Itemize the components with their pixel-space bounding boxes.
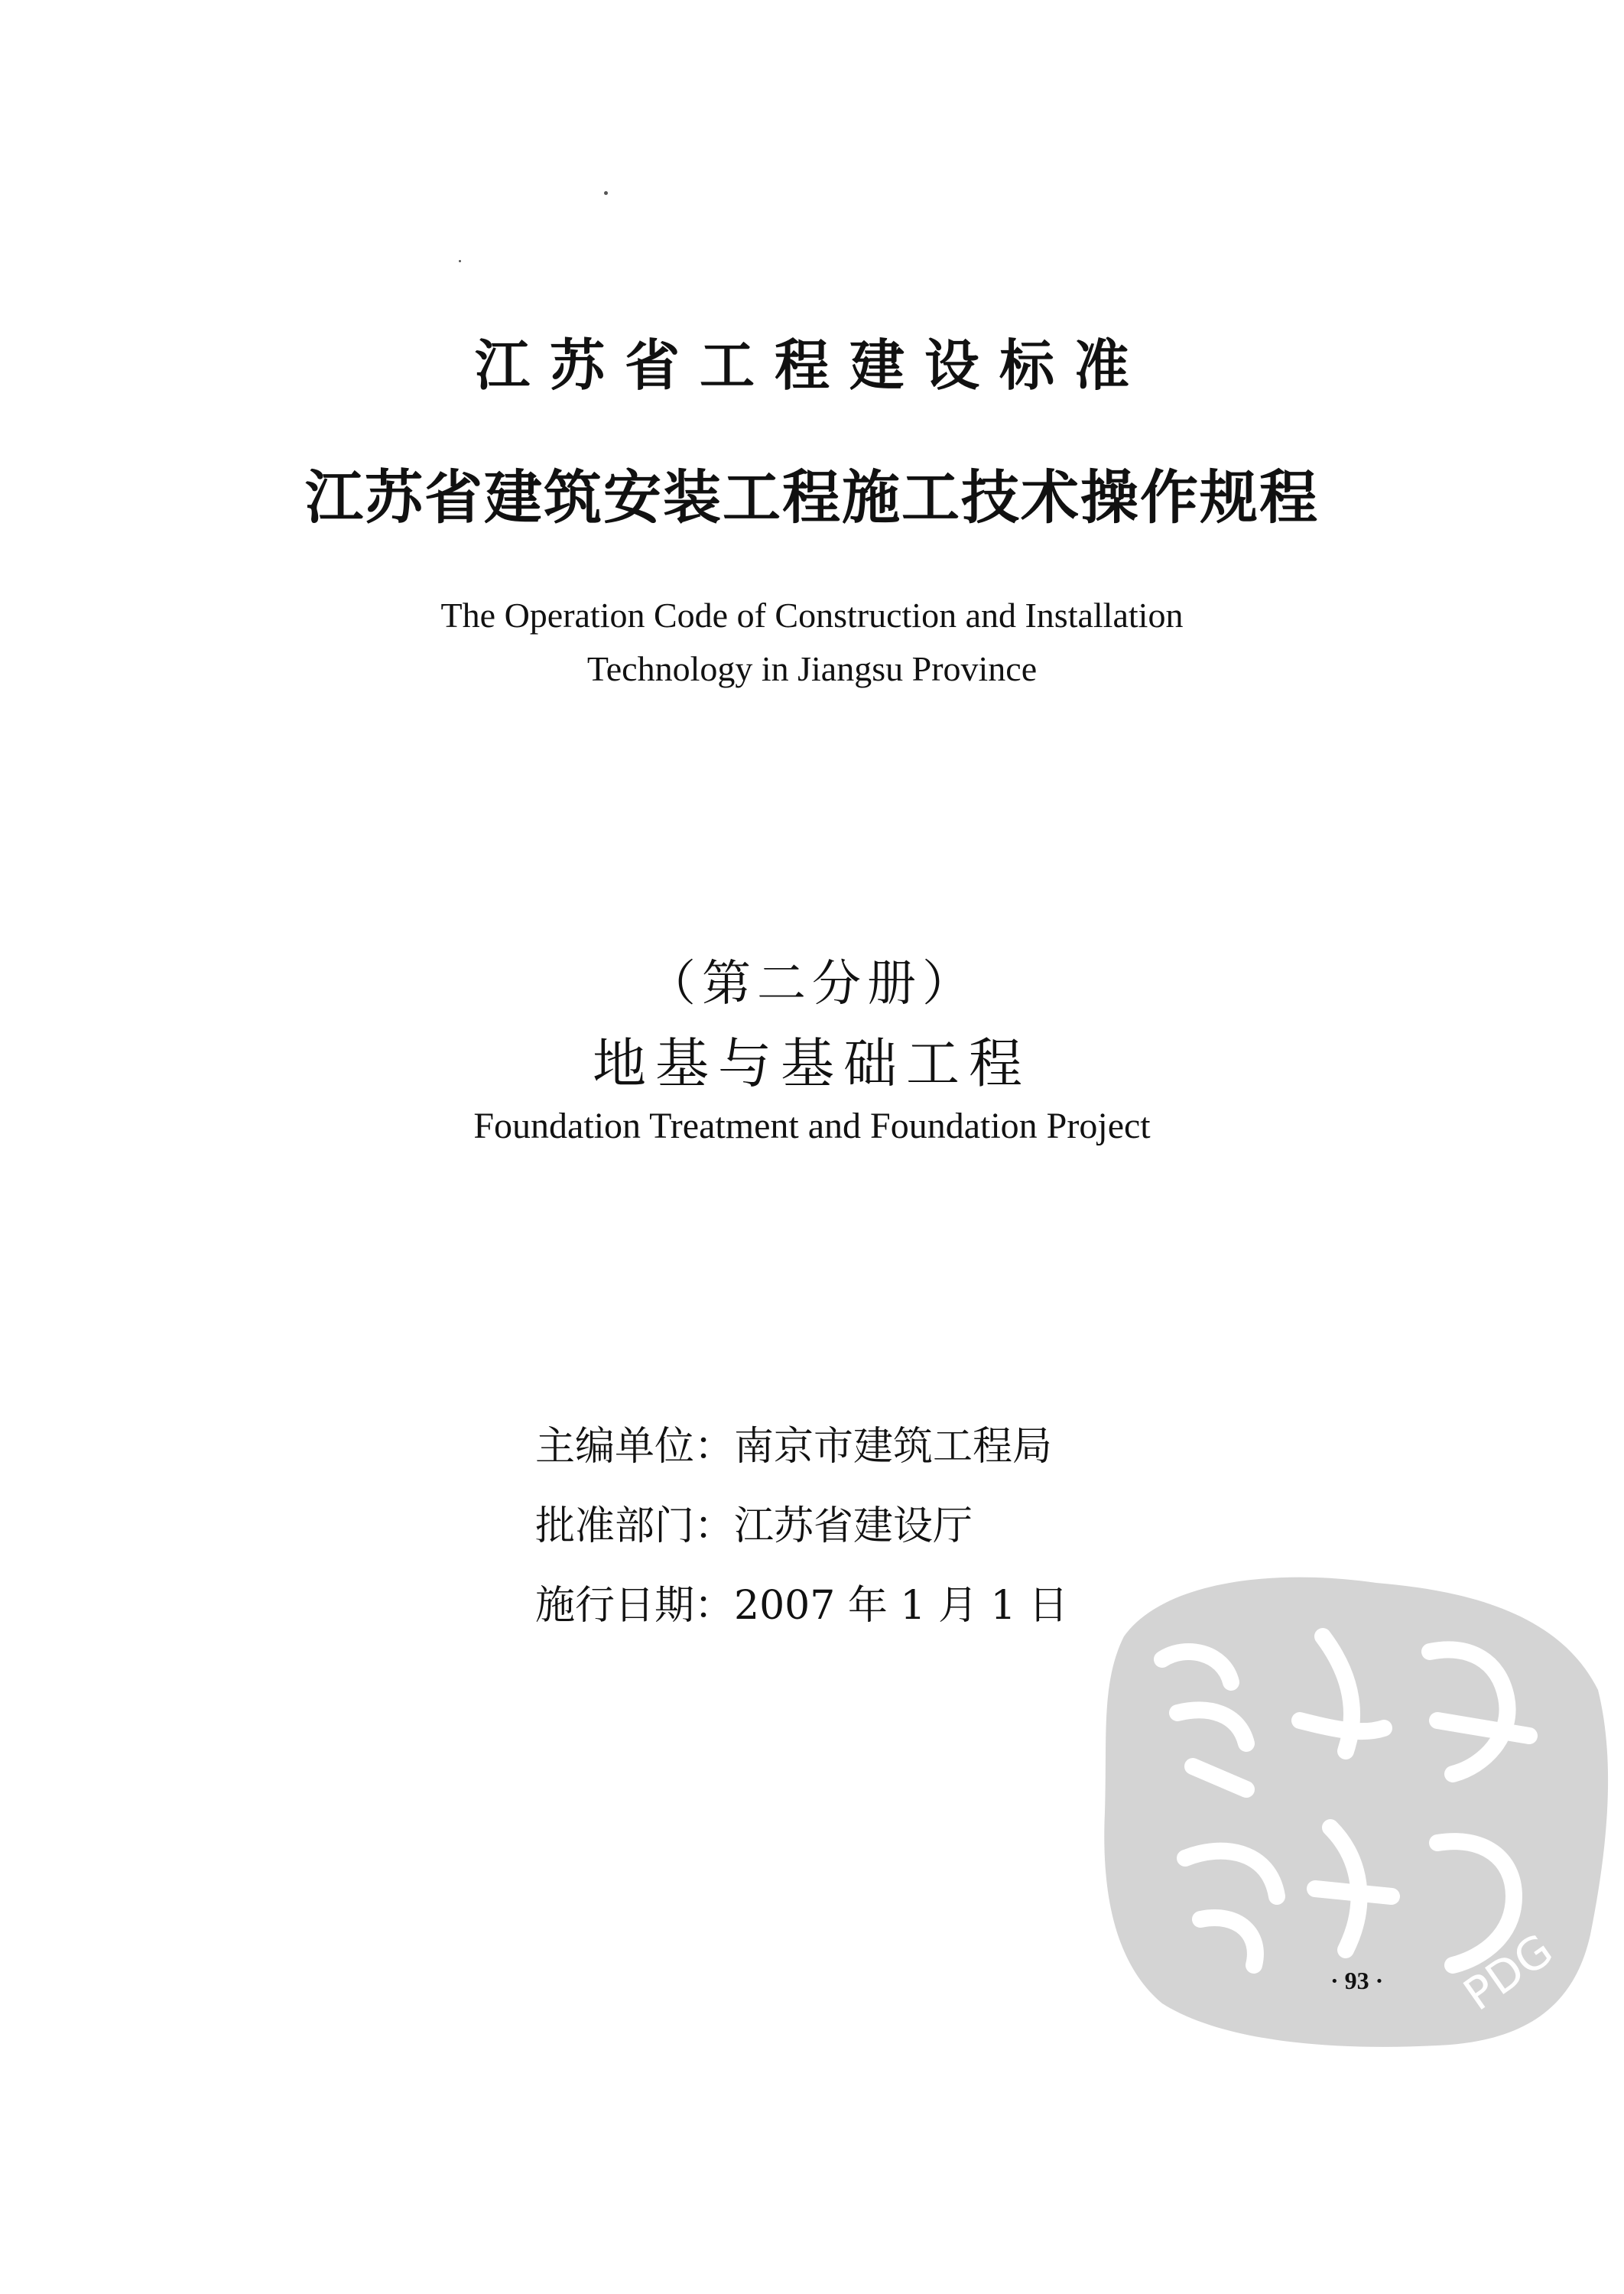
volume-label: （第二分册）	[647, 956, 977, 1012]
page-number: · 93 ·	[1330, 1967, 1384, 1994]
info-row-approver	[535, 1487, 1068, 1566]
english-title-line1: The Operation Code of Construction and Installation	[440, 596, 1184, 635]
info-label: 施行日期：	[535, 1583, 735, 1629]
subject-title-cn: 地基与基础工程	[593, 1032, 1031, 1095]
info-label: 批准部门：	[535, 1503, 735, 1549]
info-value: 江苏省建设厅	[734, 1503, 973, 1549]
info-row-effective-date	[535, 1566, 1068, 1646]
info-value: 2007 年 1 月 1 日	[734, 1583, 1069, 1629]
main-title: 江苏省建筑安装工程施工技术操作规程	[305, 463, 1319, 531]
subject-title-en: Foundation Treatment and Foundation Project	[473, 1106, 1151, 1146]
english-title	[0, 589, 1624, 696]
publication-info	[535, 1407, 1068, 1646]
scan-speck	[459, 260, 461, 262]
scan-speck	[604, 191, 608, 195]
info-value: 南京市建筑工程局	[734, 1424, 1053, 1470]
watermark-text: PDG	[1453, 1923, 1563, 2021]
series-title: 江苏省工程建设标准	[474, 333, 1149, 398]
info-row-editor	[535, 1407, 1068, 1487]
english-title-line2: Technology in Jiangsu Province	[586, 649, 1038, 688]
info-label: 主编单位：	[535, 1424, 735, 1470]
